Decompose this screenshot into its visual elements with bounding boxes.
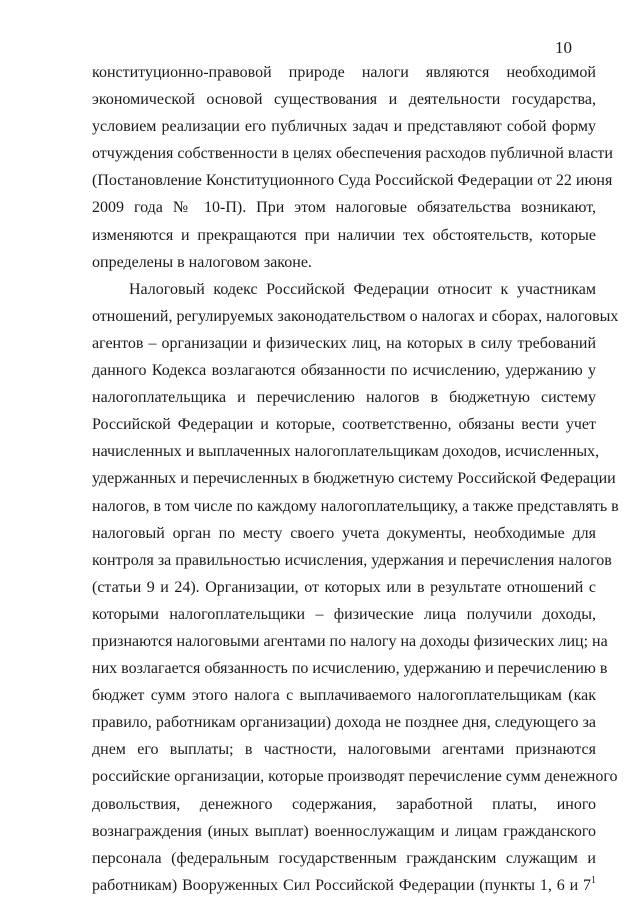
text-line: отношений, регулируемых законодательством о налогах и сборах, налоговых xyxy=(92,307,619,325)
text-line-last xyxy=(92,872,596,899)
text-line: агентов – организации и физических лиц, на которых в силу требований xyxy=(92,334,596,352)
text-line: налоговый орган по месту своего учета документы, необходимые для xyxy=(92,524,596,542)
text-line: довольствия, денежного содержания, заработной платы, иного xyxy=(92,795,596,813)
text-line-last-body: работникам) Вооруженных Сил Российской Федерации (пункты 1, 6 и 7 xyxy=(92,876,591,894)
text-line: которыми налогоплательщики – физические лица получили доходы, xyxy=(92,605,596,623)
text-line: начисленных и выплаченных налогоплательщикам доходов, исчисленных, xyxy=(92,443,600,461)
text-line: признаются налоговыми агентами по налогу на доходы физических лиц; на xyxy=(92,632,608,650)
text-line: Налоговый кодекс Российской Федерации относит к участникам xyxy=(129,280,596,298)
text-line: них возлагается обязанность по исчислению, удержанию и перечислению в xyxy=(92,660,608,678)
text-line: бюджет сумм этого налога с выплачиваемого налогоплательщикам (как xyxy=(92,687,596,705)
text-line: удержанных и перечисленных в бюджетную систему Российской Федерации xyxy=(92,470,616,488)
text-line: персонала (федеральным государственным гражданским служащим и xyxy=(92,849,596,867)
text-line: российские организации, которые производят перечисление сумм денежного xyxy=(92,768,618,786)
text-line: контроля за правильностью исчисления, удержания и перечисления налогов xyxy=(92,551,612,569)
text-line: налогоплательщика и перечислению налогов в бюджетную систему xyxy=(92,389,596,407)
text-line: правило, работникам организации) дохода не позднее дня, следующего за xyxy=(92,714,596,732)
text-line: экономической основой существования и деятельности государства, xyxy=(92,91,596,109)
body-text xyxy=(92,59,619,899)
text-line: вознаграждения (иных выплат) военнослужащим и лицам гражданского xyxy=(92,822,596,840)
text-line: 2009 года № 10-П). При этом налоговые обязательства возникают, xyxy=(92,199,596,217)
text-line: налогов, в том числе по каждому налогоплательщику, а также представлять в xyxy=(92,497,619,515)
page-number: 10 xyxy=(555,38,572,57)
paragraph-2 xyxy=(92,276,619,899)
text-line: условием реализации его публичных задач и представляют собой форму xyxy=(92,118,596,136)
text-line: отчуждения собственности в целях обеспечения расходов публичной власти xyxy=(92,145,613,163)
text-line: конституционно-правовой природе налоги являются необходимой xyxy=(92,64,596,81)
text-line: (Постановление Конституционного Суда Российской Федерации от 22 июня xyxy=(92,172,613,190)
text-line: определены в налоговом законе. xyxy=(92,253,312,271)
text-line: Российской Федерации и которые, соответственно, обязаны вести учет xyxy=(92,416,596,434)
text-line: (статьи 9 и 24). Организации, от которых или в результате отношений с xyxy=(92,578,596,596)
text-line: данного Кодекса возлагаются обязанности по исчислению, удержанию у xyxy=(92,362,596,380)
paragraph-1 xyxy=(92,59,613,276)
superscript-mark: 1 xyxy=(591,874,596,886)
text-line: днем его выплаты; в частности, налоговыми агентами признаются xyxy=(92,741,596,759)
text-line: изменяются и прекращаются при наличии тех обстоятельств, которые xyxy=(92,226,596,244)
